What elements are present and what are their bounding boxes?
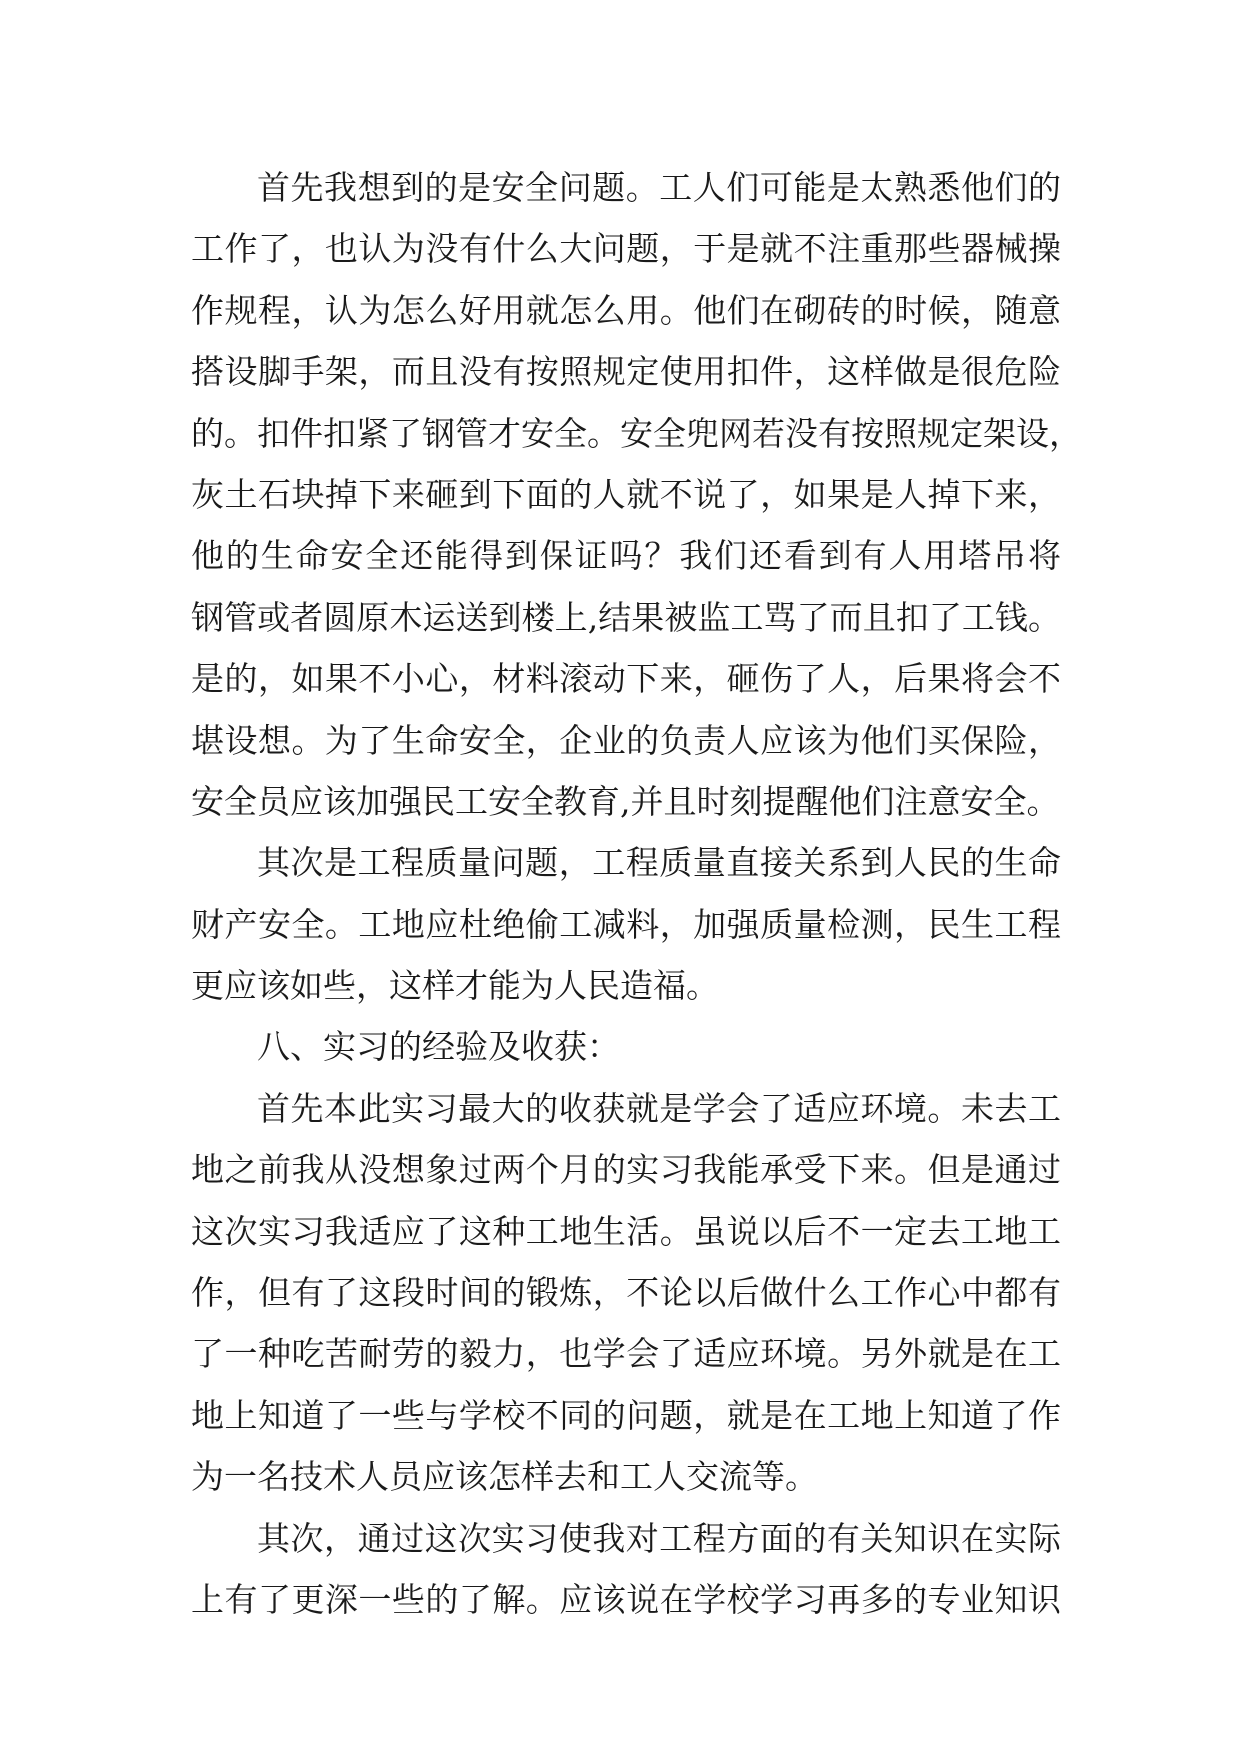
text-line: 灰土石块掉下来砸到下面的人就不说了，如果是人掉下来， xyxy=(191,474,1061,514)
text-line: 地之前我从没想象过两个月的实习我能承受下来。但是通过 xyxy=(191,1150,1061,1190)
text-line: 了一种吃苦耐劳的毅力，也学会了适应环境。另外就是在工 xyxy=(191,1334,1061,1374)
text-line: 钢管或者圆原木运送到楼上,结果被监工骂了而且扣了工钱。 xyxy=(191,597,1061,637)
text-line: 他的生命安全还能得到保证吗？我们还看到有人用塔吊将 xyxy=(191,536,1061,576)
text-line: 堪设想。为了生命安全，企业的负责人应该为他们买保险， xyxy=(191,720,1061,760)
text-line: 安全员应该加强民工安全教育,并且时刻提醒他们注意安全。 xyxy=(191,781,1060,821)
text-line: 为一名技术人员应该怎样去和工人交流等。 xyxy=(191,1457,818,1497)
text-line: 的。扣件扣紧了钢管才安全。安全兜网若没有按照规定架设， xyxy=(191,413,1082,453)
text-line: 搭设脚手架，而且没有按照规定使用扣件，这样做是很危险 xyxy=(191,352,1061,392)
text-line: 地上知道了一些与学校不同的问题，就是在工地上知道了作 xyxy=(191,1395,1061,1435)
paragraph-first-line: 其次，通过这次实习使我对工程方面的有关知识在实际 xyxy=(257,1518,1061,1558)
document-body xyxy=(191,157,1082,1630)
document-page xyxy=(191,157,1082,1630)
paragraph-first-line: 首先我想到的是安全问题。工人们可能是太熟悉他们的 xyxy=(257,168,1061,207)
paragraph-first-line: 首先本此实习最大的收获就是学会了适应环境。未去工 xyxy=(257,1088,1061,1128)
text-line: 作规程，认为怎么好用就怎么用。他们在砌砖的时候，随意 xyxy=(191,290,1061,330)
text-line: 这次实习我适应了这种工地生活。虽说以后不一定去工地工 xyxy=(191,1211,1061,1251)
paragraph-first-line: 其次是工程质量问题，工程质量直接关系到人民的生命 xyxy=(257,843,1061,883)
text-line: 上有了更深一些的了解。应该说在学校学习再多的专业知识 xyxy=(191,1579,1061,1619)
text-line: 是的，如果不小心，材料滚动下来，砸伤了人，后果将会不 xyxy=(191,659,1061,699)
text-line: 财产安全。工地应杜绝偷工减料，加强质量检测，民生工程 xyxy=(191,904,1061,944)
text-line: 更应该如些，这样才能为人民造福。 xyxy=(191,966,719,1006)
text-line: 工作了，也认为没有什么大问题，于是就不注重那些器械操 xyxy=(191,229,1061,269)
text-line: 作，但有了这段时间的锻炼，不论以后做什么工作心中都有 xyxy=(191,1273,1061,1313)
paragraph-first-line: 八、实习的经验及收获： xyxy=(257,1027,620,1067)
